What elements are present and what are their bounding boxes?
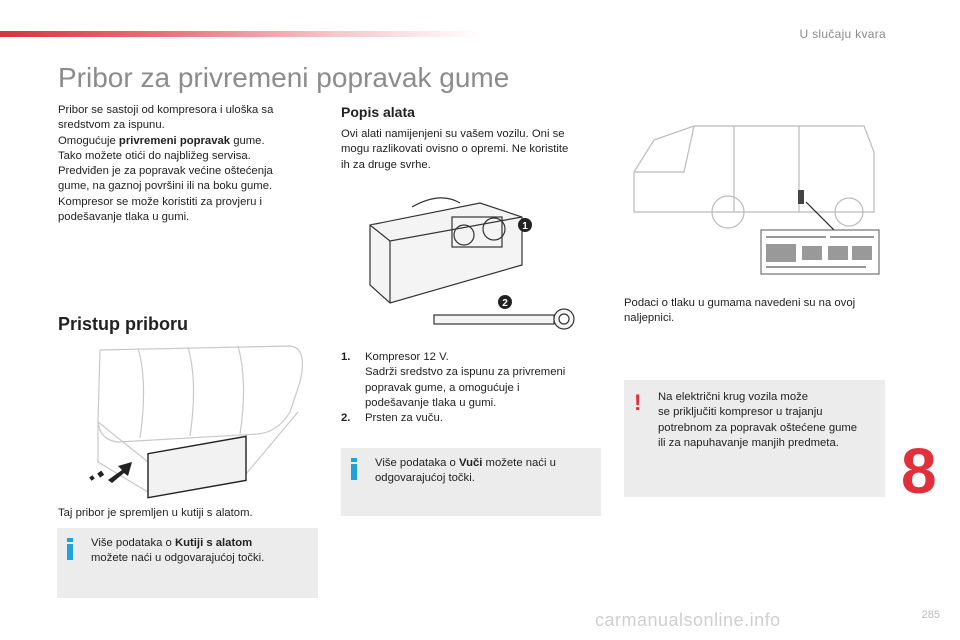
callout-2-label: 2 <box>502 298 508 309</box>
intro-line: Pribor se sastoji od kompresora i uloška sa <box>58 104 274 116</box>
info-box-towing <box>341 448 601 516</box>
list-item: 2. Prsten za vuču. <box>341 412 443 425</box>
intro-line: Predviđen je za popravak većine oštećenja <box>58 165 273 178</box>
seat-toolbox-illustration <box>78 342 318 502</box>
warning-icon: ! <box>634 390 642 415</box>
intro-line: gume, na gaznoj površini ili na boku gume. <box>58 180 273 193</box>
list-item: 1. Kompresor 12 V. Sadrži sredstvo za ispunu za privremeni popravak gume, a omogućuje i podešavanje tlaka u gumi. <box>341 351 566 409</box>
intro-line: Kompresor se može koristiti za provjeru i <box>58 195 263 208</box>
info-text: Više podataka o Vuči možete naći u odgovarajućoj točki. <box>375 457 556 485</box>
tools-list <box>341 350 603 426</box>
callout-1-label: 1 <box>522 221 528 232</box>
page-number: 285 <box>921 609 940 621</box>
intro-line: Tako možete otići do najbližeg servisa. <box>58 149 251 162</box>
info-icon <box>351 458 357 480</box>
access-heading: Pristup priboru <box>58 314 188 334</box>
page-title: Pribor za privremeni popravak gume <box>58 62 510 93</box>
chapter-title: U slučaju kvara <box>799 27 886 41</box>
intro-line: podešavanje tlaka u gumi. <box>58 211 190 224</box>
access-caption: Taj pribor je spremljen u kutiji s alatom. <box>58 507 253 519</box>
info-box-toolbox <box>57 528 318 598</box>
tools-illustration <box>360 195 600 345</box>
intro-line: sredstvom za ispunu. <box>58 119 165 132</box>
warning-text: Na električni krug vozila može se priključiti kompresor u trajanju potrebnom za popravak oštećene gume ili za napuhavanje manjih predmeta. <box>658 391 858 449</box>
header-accent-bar <box>0 31 480 37</box>
watermark: carmanualsonline.info <box>595 610 781 630</box>
info-icon <box>67 538 73 560</box>
label-caption: Podaci o tlaku u gumama navedeni su na ovoj naljepnici. <box>624 297 856 325</box>
warning-box <box>624 380 885 497</box>
tools-text: Ovi alati namijenjeni su vašem vozilu. Oni se mogu razlikovati ovisno o opremi. Ne koristite ih za druge svrhe. <box>341 128 569 171</box>
info-text: Više podataka o Kutiji s alatom možete naći u odgovarajućoj točki. <box>91 537 265 565</box>
tools-heading: Popis alata <box>341 104 415 120</box>
van-label-illustration <box>624 112 884 282</box>
chapter-number: 8 <box>901 435 937 507</box>
intro-text <box>58 103 318 225</box>
intro-line: Omogućuje privremeni popravak gume. <box>58 134 265 147</box>
